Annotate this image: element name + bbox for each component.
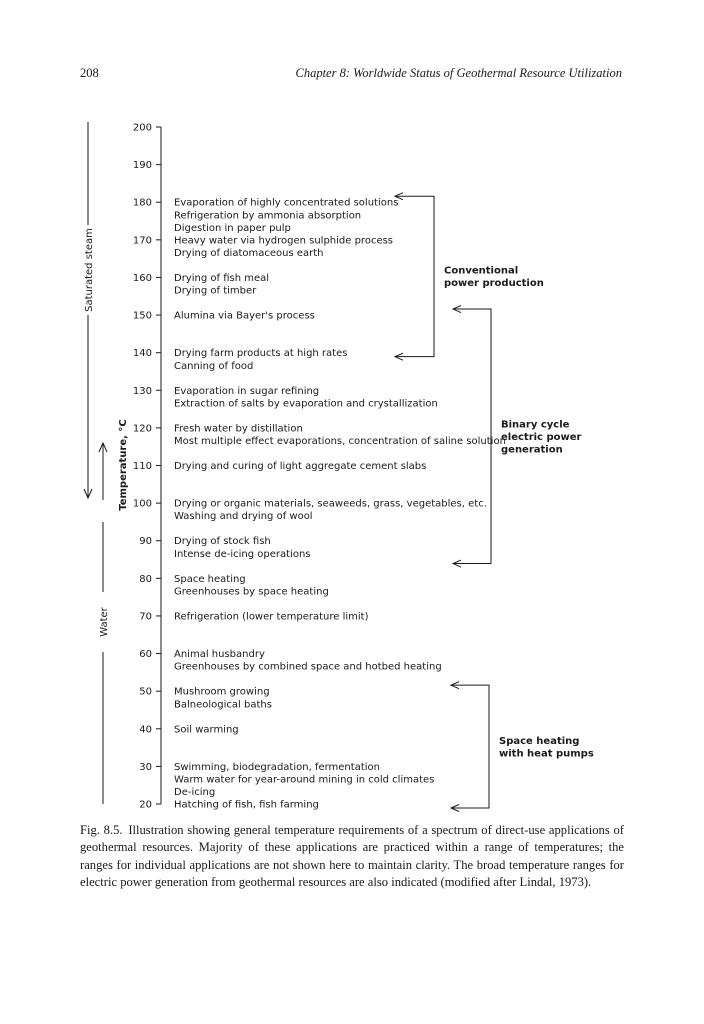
application-text: De-icing	[174, 787, 216, 799]
range-label: Conventional	[444, 265, 519, 277]
range-bracket	[451, 685, 489, 808]
tick-label: 200	[132, 122, 152, 134]
application-text: Drying or organic materials, seaweeds, grass, vegetables, etc.	[174, 498, 487, 510]
tick-label: 80	[139, 573, 152, 585]
tick-label: 110	[132, 461, 152, 472]
tick-label: 180	[132, 197, 152, 209]
tick-label: 130	[132, 385, 152, 397]
application-text: Soil warming	[174, 724, 239, 736]
range-label: electric power	[501, 431, 582, 443]
application-text: Greenhouses by space heating	[174, 586, 329, 598]
application-text: Refrigeration (lower temperature limit)	[174, 611, 369, 623]
tick-label: 60	[139, 649, 152, 661]
application-text: Alumina via Bayer's process	[174, 310, 315, 322]
application-text: Digestion in paper pulp	[174, 222, 291, 234]
application-text: Extraction of salts by evaporation and crystallization	[174, 398, 438, 410]
range-label: Space heating	[499, 735, 580, 747]
tick-label: 40	[139, 724, 152, 736]
application-text: Evaporation of highly concentrated solutions	[174, 197, 399, 209]
tick-label: 140	[132, 348, 152, 360]
tick-label: 160	[132, 272, 152, 284]
tick-label: 100	[132, 498, 152, 510]
application-text: Intense de-icing operations	[174, 548, 311, 560]
application-text: Drying and curing of light aggregate cement slabs	[174, 461, 427, 472]
application-text: Greenhouses by combined space and hotbed heating	[174, 661, 442, 673]
range-label: with heat pumps	[499, 748, 594, 760]
application-text: Most multiple effect evaporations, concentration of saline solution	[174, 435, 506, 447]
saturated-steam-label: Saturated steam	[84, 228, 95, 312]
range-label: Binary cycle	[501, 419, 570, 431]
application-text: Mushroom growing	[174, 686, 270, 698]
tick-label: 120	[132, 423, 152, 435]
application-text: Drying farm products at high rates	[174, 348, 348, 360]
application-text: Canning of food	[174, 360, 254, 372]
application-text: Drying of stock fish	[174, 536, 271, 548]
water-label: Water	[99, 607, 110, 637]
caption-label: Fig. 8.5.	[80, 823, 123, 837]
application-text: Space heating	[174, 573, 246, 585]
range-bracket	[395, 196, 434, 356]
tick-label: 90	[139, 536, 152, 548]
running-header: Chapter 8: Worldwide Status of Geothermal Resource Utilization	[295, 66, 622, 80]
axis-title: Temperature, °C	[118, 419, 129, 511]
application-text: Hatching of fish, fish farming	[174, 799, 319, 811]
application-text: Heavy water via hydrogen sulphide process	[174, 235, 394, 247]
application-text: Drying of diatomaceous earth	[174, 247, 324, 259]
range-label: power production	[444, 278, 544, 290]
tick-label: 30	[139, 761, 152, 773]
page-number: 208	[80, 66, 99, 80]
figure-caption	[80, 822, 624, 892]
application-text: Drying of fish meal	[174, 272, 270, 284]
application-text: Balneological baths	[174, 699, 272, 711]
tick-label: 50	[139, 686, 152, 698]
application-text: Refrigeration by ammonia absorption	[174, 210, 362, 222]
range-label: generation	[501, 444, 563, 456]
caption-text: Illustration showing general temperature requirements of a spectrum of direct-use applications of geothermal resources. Majority of these applications are practiced within a range of temperatures; the ranges for individual applications are not shown here to maintain clarity. The broad temperature ranges for electric power generation from geothermal resources are also indicated (modified after Lindal, 1973).	[80, 823, 624, 890]
tick-label: 170	[132, 235, 152, 247]
tick-label: 190	[132, 160, 152, 172]
application-text: Drying of timber	[174, 285, 257, 297]
application-text: Fresh water by distillation	[174, 423, 303, 435]
application-text: Evaporation in sugar refining	[174, 385, 320, 397]
application-text: Animal husbandry	[174, 649, 265, 661]
application-text: Washing and drying of wool	[174, 511, 313, 523]
application-text: Swimming, biodegradation, fermentation	[174, 761, 380, 773]
tick-label: 150	[132, 310, 152, 322]
application-text: Warm water for year-around mining in cold climates	[174, 774, 435, 786]
tick-label: 70	[139, 611, 152, 623]
tick-label: 20	[139, 799, 152, 811]
